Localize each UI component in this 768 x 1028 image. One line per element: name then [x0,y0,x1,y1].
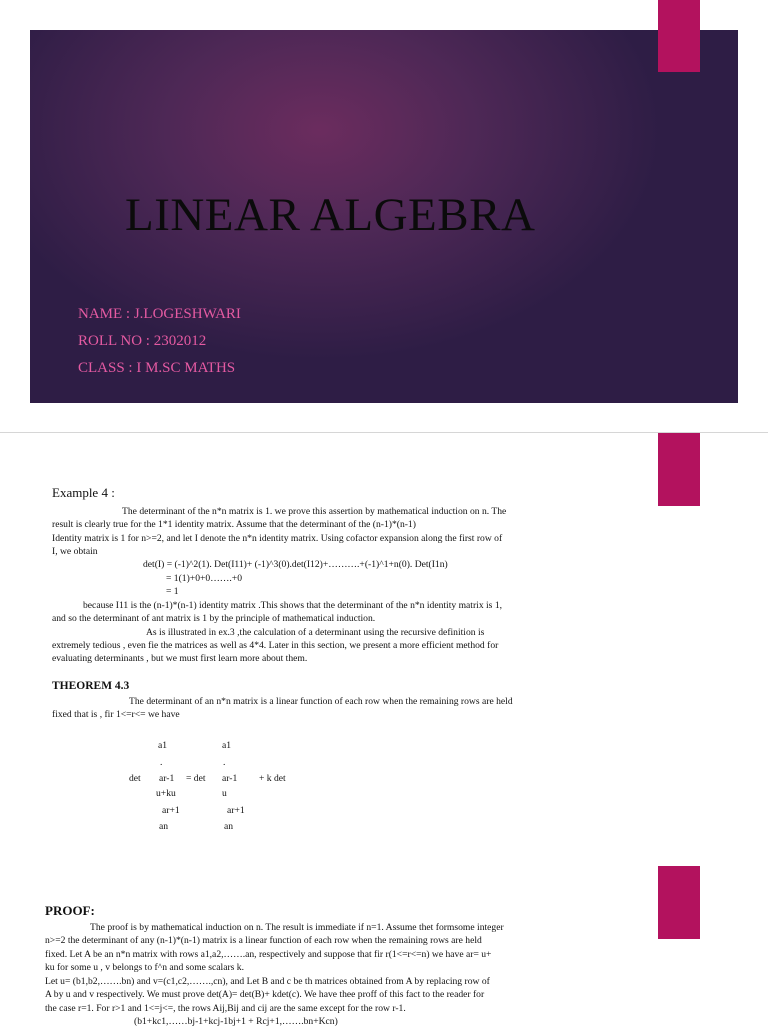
title-slide [30,30,738,403]
proof-line: the case r=1. For r>1 and 1<=j<=, the rows Aij,Bij and cij are the same except for the row r-1. [45,1003,406,1014]
equation-line: = 1(1)+0+0…….+0 [166,573,243,584]
slide-title: LINEAR ALGEBRA [125,189,536,241]
proof-line: A by u and v respectively. We must prove det(A)= det(B)+ kdet(c). We have thee proff of this fact to the reader for [45,989,485,1000]
matrix-entry: ar-1 [222,773,238,784]
proof-line: fixed. Let A be an n*n matrix with rows a1,a2,…….an, respectively and suppose that fir r(1<=r<=n) we have ar= u+ [45,949,492,960]
student-name: NAME : J.LOGESHWARI [78,306,241,322]
class-label: CLASS : I M.SC MATHS [78,360,236,376]
paragraph-line: and so the determinant of ant matrix is 1 by the principle of mathematical induction. [52,613,376,624]
paragraph-line: result is clearly true for the 1*1 identity matrix. Assume that the determinant of the (n-1)*(n-1) [52,519,416,530]
accent-bar-2 [658,433,700,506]
example-heading: Example 4 : [52,485,115,500]
k-det-label: + k det [259,773,286,784]
matrix-entry: u [222,788,227,799]
proof-line: (b1+kc1,……bj-1+kcj-1bj+1 + Rcj+1,…….bn+Kcn) [134,1016,338,1027]
accent-bar-1 [658,0,700,72]
paragraph-line: I, we obtain [52,546,98,557]
equals-det-label: = det [186,773,206,784]
theorem-heading: THEOREM 4.3 [52,680,130,692]
matrix-entry: an [224,821,234,832]
theorem-line: The determinant of an n*n matrix is a linear function of each row when the remaining rows are held [129,696,513,707]
matrix-entry: ar+1 [162,805,180,816]
det-label: det [129,773,141,784]
equation-line: = 1 [166,586,179,597]
paragraph-line: Identity matrix is 1 for n>=2, and let I denote the n*n identity matrix. Using cofactor expansion along the first row of [52,533,503,544]
roll-number: ROLL NO : 2302012 [78,333,207,349]
matrix-entry: u+ku [156,788,176,799]
paragraph-line: because I11 is the (n-1)*(n-1) identity matrix .This shows that the determinant of the n*n identity matrix is 1, [83,600,503,611]
matrix-entry: a1 [222,740,232,751]
proof-line: n>=2 the determinant of any (n-1)*(n-1) matrix is a linear function of each row when the remaining rows are held [45,935,482,946]
matrix-entry: a1 [158,740,168,751]
equation-line: det(I) = (-1)^2(1). Det(I11)+ (-1)^3(0).det(I12)+……….+(-1)^1+n(0). Det(I1n) [143,559,448,570]
matrix-entry: ar+1 [227,805,245,816]
proof-line: The proof is by mathematical induction on n. The result is immediate if n=1. Assume thet formsome integer [90,922,504,933]
matrix-entry: ar-1 [159,773,175,784]
paragraph-line: evaluating determinants , but we must first learn more about them. [52,653,308,664]
matrix-entry: an [159,821,169,832]
paragraph-line: extremely tedious , even fie the matrices as well as 4*4. Later in this section, we present a more efficient method for [52,640,499,651]
accent-bar-3 [658,866,700,939]
paragraph-line: The determinant of the n*n matrix is 1. we prove this assertion by mathematical induction on n. The [122,506,507,517]
paragraph-line: As is illustrated in ex.3 ,the calculation of a determinant using the recursive definition is [146,627,485,638]
proof-line: Let u= (b1,b2,…….bn) and v=(c1,c2,…….,cn), and Let B and c be th matrices obtained from A by replacing row of [45,976,490,987]
theorem-line: fixed that is , fir 1<=r<= we have [52,709,180,720]
matrix-entry: . [160,757,163,768]
proof-line: ku for some u , v belongs to f^n and some scalars k. [45,962,245,973]
proof-heading: PROOF: [45,903,95,918]
slide-divider [0,432,768,433]
matrix-entry: . [223,757,226,768]
